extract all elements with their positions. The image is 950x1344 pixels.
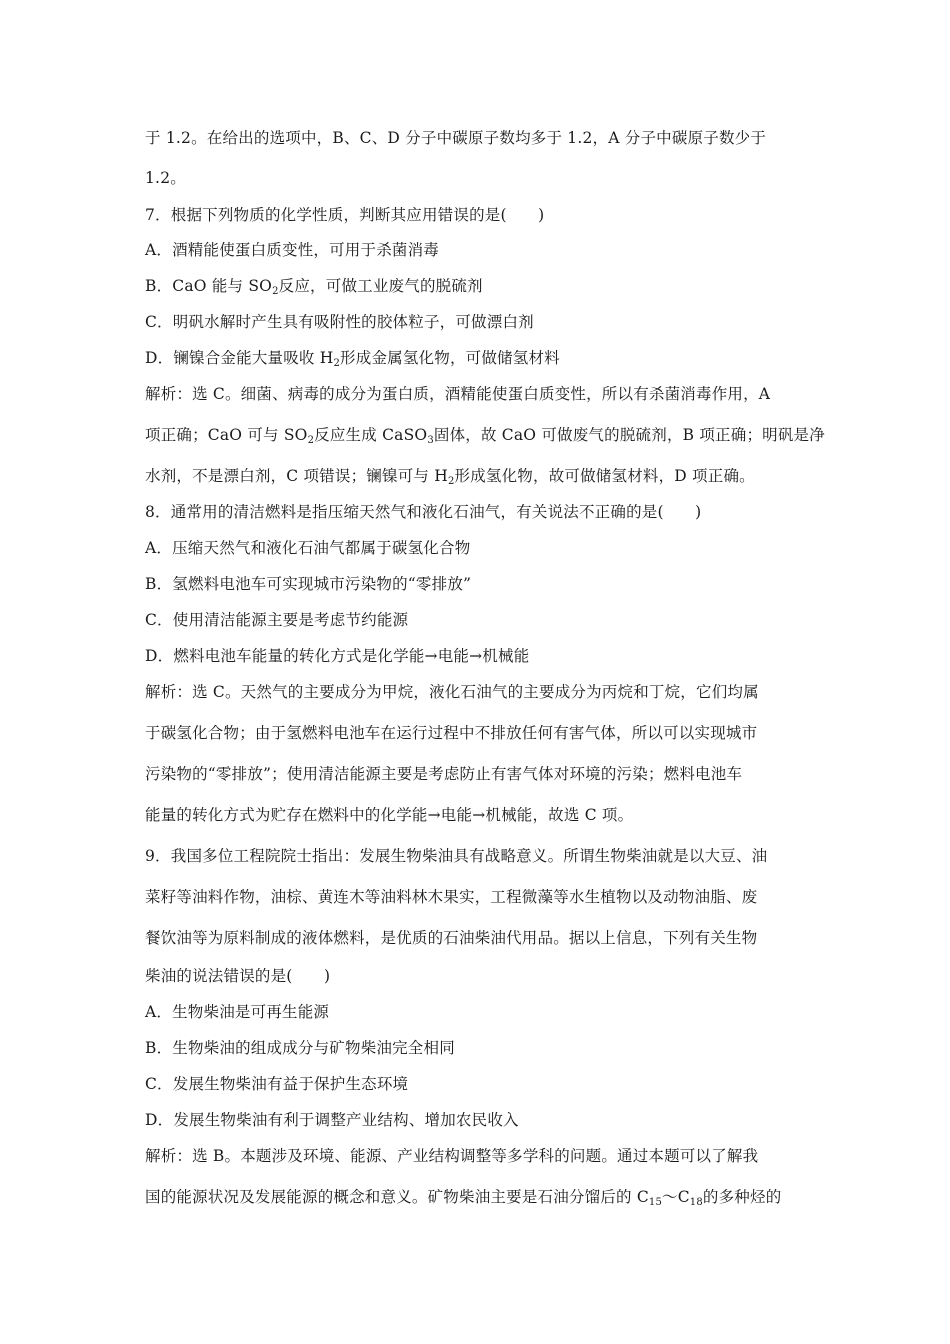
analysis-line: 能量的转化方式为贮存在燃料中的化学能→电能→机械能，故选 C 项。: [145, 806, 634, 824]
option-a: A．生物柴油是可再生能源: [145, 1003, 330, 1021]
analysis-line: 解析：选 C。天然气的主要成分为甲烷，液化石油气的主要成分为丙烷和丁烷，它们均属: [145, 683, 759, 701]
option-b: B．氢燃料电池车可实现城市污染物的“零排放”: [145, 575, 472, 593]
option-d: D．发展生物柴油有利于调整产业结构、增加农民收入: [145, 1111, 519, 1129]
question-9-stem: 9．我国多位工程院院士指出：发展生物柴油具有战略意义。所谓生物柴油就是以大豆、油: [145, 847, 768, 865]
question-9-stem: 柴油的说法错误的是( ): [145, 967, 331, 985]
analysis-line: 水剂，不是漂白剂，C 项错误；镧镍可与 $H_2$形成氢化物，故可做储氢材料，D 项正确。: [145, 467, 755, 487]
option-d: D．燃料电池车能量的转化方式是化学能→电能→机械能: [145, 647, 530, 665]
question-9-stem: 餐饮油等为原料制成的液体燃料，是优质的石油柴油代用品。据以上信息，下列有关生物: [145, 929, 758, 947]
analysis-line: 国的能源状况及发展能源的概念和意义。矿物柴油主要是石油分馏后的 $C_{15}\sim C_{18}$的多种烃的: [145, 1188, 782, 1208]
analysis-line: 于碳氢化合物；由于氢燃料电池车在运行过程中不排放任何有害气体，所以可以实现城市: [145, 724, 758, 742]
option-c: C．使用清洁能源主要是考虑节约能源: [145, 611, 409, 629]
analysis-line: 解析：选 C。细菌、病毒的成分为蛋白质，酒精能使蛋白质变性，所以有杀菌消毒作用，A: [145, 385, 771, 403]
question-8-stem: 8．通常用的清洁燃料是指压缩天然气和液化石油气，有关说法不正确的是( ): [145, 503, 702, 521]
option-a: A．酒精能使蛋白质变性，可用于杀菌消毒: [145, 241, 439, 259]
text-line: 于 1.2。在给出的选项中，B、C、D 分子中碳原子数均多于 1.2，A 分子中碳原子数少于: [145, 129, 767, 147]
analysis-line: 解析：选 B。本题涉及环境、能源、产业结构调整等多学科的问题。通过本题可以了解我: [145, 1147, 759, 1165]
question-9-stem: 菜籽等油料作物，油棕、黄连木等油料林木果实，工程微藻等水生植物以及动物油脂、废: [145, 888, 758, 906]
option-b: B．生物柴油的组成成分与矿物柴油完全相同: [145, 1039, 455, 1057]
option-c: C．明矾水解时产生具有吸附性的胶体粒子，可做漂白剂: [145, 313, 534, 331]
option-c: C．发展生物柴油有益于保护生态环境: [145, 1075, 409, 1093]
text-line: 1.2。: [145, 169, 186, 187]
option-b: B．CaO 能与 $SO_2$反应，可做工业废气的脱硫剂: [145, 277, 483, 297]
analysis-line: 项正确；CaO 可与 $SO_2$反应生成 CaSO$_3$固体，故 CaO 可做废气的脱硫剂，B 项正确；明矾是净: [145, 426, 825, 446]
option-a: A．压缩天然气和液化石油气都属于碳氢化合物: [145, 539, 471, 557]
analysis-line: 污染物的“零排放”；使用清洁能源主要是考虑防止有害气体对环境的污染；燃料电池车: [145, 765, 743, 783]
option-d: D．镧镍合金能大量吸收 $H_2$形成金属氢化物，可做储氢材料: [145, 349, 560, 369]
question-7-stem: 7．根据下列物质的化学性质，判断其应用错误的是( ): [145, 206, 545, 224]
